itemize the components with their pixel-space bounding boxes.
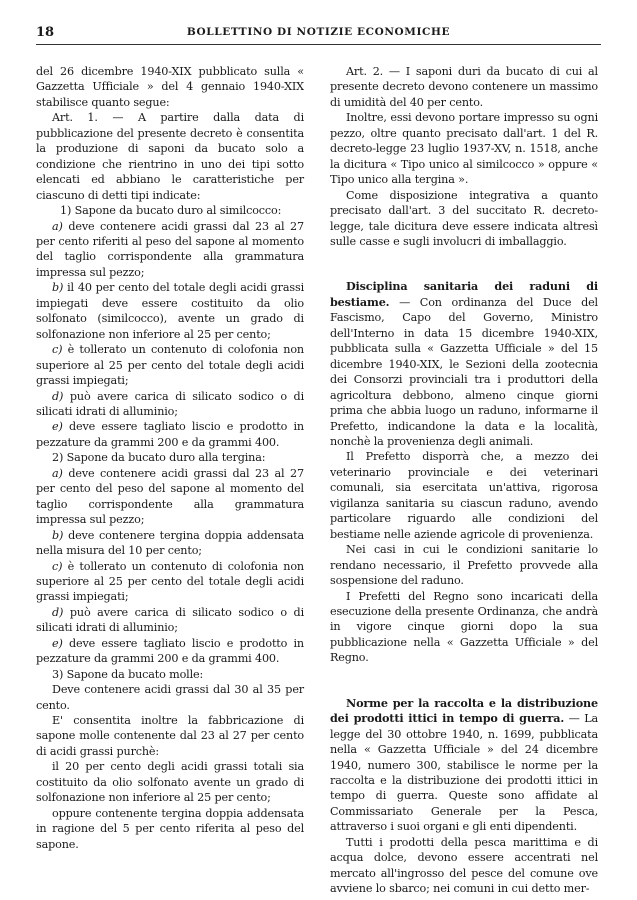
soap-type-1-item-d [36,389,304,420]
running-head [36,22,601,42]
item-letter: a) [52,466,63,480]
item-letter: d) [52,389,64,403]
item-text: è tollerato un contenuto di colofonia non superiore al 25 per cento del totale degli acidi grassi impiegati; [36,559,304,604]
packaging-paragraph: Come disposizione integrativa a quanto precisato dall'art. 3 del succitato R. decreto-legge, tale dicitura deve essere indicata altresì sulle casse e sugli involucri di imballaggio. [330,188,598,248]
item-text: deve contenere acidi grassi dal 23 al 27 per cento riferiti al peso del sapone al momento del taglio corrispondente alla grammatura impressa sul pezzo; [36,219,304,279]
item-text: può avere carica di silicato sodico o di silicati idrati di alluminio; [36,605,304,635]
article-2-paragraph: Art. 2. — I saponi duri da bucato di cui al presente decreto devono contenere un massimo di umidità del 40 per cento. [330,65,598,109]
journal-title: BOLLETTINO DI NOTIZIE ECONOMICHE [186,26,451,38]
cattle-lead-paragraph [330,279,598,449]
cattle-paragraph: Il Prefetto disporrà che, a mezzo dei veterinario provinciale e dei veterinari comunali, sia esercitata un'attiva, rigorosa vigilanza sanitaria su ciascun raduno, avendo particolare riguardo alle condizioni del bestiame nelle aziende agricole di provenienza. [330,450,598,541]
soap-type-1-item-e [36,419,304,450]
item-letter: c) [52,559,63,573]
soap-type-1-heading: 1) Sapone da bucato duro al similcocco: [60,204,282,218]
item-text: deve essere tagliato liscio e prodotto in pezzature da grammi 200 e da grammi 400. [36,636,304,666]
cattle-lead-text: — Con ordinanza del Duce del Fascismo, Capo del Governo, Ministro dell'Interno in data 15 dicembre 1940-XIX, pubblicata sulla « Gazzetta Ufficiale » del 15 dicembre 1940-XIX, le Sezioni della zootecnia dei Consorzi provinciali tra i produttori della agricoltura debbono, almeno cinque giorni prima che abbia luogo un raduno, informarne il Prefetto, indicandone la data e la località, nonchè la provenienza degli animali. [330,295,598,448]
item-text: può avere carica di silicato sodico o di silicati idrati di alluminio; [36,389,304,418]
fish-section-heading: Norme per la raccolta e la distribuzione dei prodotti ittici in tempo di guerra. [330,695,598,726]
stamping-paragraph: Inoltre, essi devono portare impresso su ogni pezzo, oltre quanto precisato dall'art. 1 del R. decreto-legge 23 luglio 1937-XV, n. 1518, anche la dicitura « Tipo unico al similcocco » oppure « Tipo unico alla tergina ». [330,111,598,187]
soap-type-2-item-d [36,605,304,636]
item-text: il 40 per cento del totale degli acidi grassi impiegati deve essere costituito da olio solfonato (similcocco), avente un grado di solfonazione non inferiore al 25 per cento; [36,281,304,341]
soft-soap-condition-1: il 20 per cento degli acidi grassi totali sia costituito da olio solfonato avente un grado di solfonazione non inferiore al 25 per cento; [36,760,304,805]
item-letter: d) [52,605,64,619]
item-letter: b) [52,528,64,542]
fish-lead-text: — La legge del 30 ottobre 1940, n. 1699, pubblicata nella « Gazzetta Ufficiale » del 24 dicembre 1940, numero 300, stabilisce le norme per la raccolta e la distribuzione dei prodotti ittici in tempo di guerra. Queste sono affidate al Commissariato Generale per la Pesca, attraverso i suoi organi e gli enti dipendenti. [330,712,598,834]
soap-type-2-item-c [36,559,304,605]
page-number: 18 [36,24,55,40]
cattle-paragraph: Nei casi in cui le condizioni sanitarie lo rendano necessario, il Prefetto provvede alla sospensione del raduno. [330,543,598,588]
article-1-paragraph: Art. 1. — A partire dalla data di pubblicazione del presente decreto è consentita la produzione di saponi da bucato solo a condizione che rientrino in uno dei tipi sotto elencati ed abbiano le caratteristiche per ciascuno di detti tipi indicate: [36,111,304,202]
soft-soap-alternative: E' consentita inoltre la fabbricazione di sapone molle contenente dal 23 al 27 per cento di acidi grassi purchè: [36,714,304,758]
soap-type-3-heading: 3) Sapone da bucato molle: [52,667,204,681]
soap-type-2-heading: 2) Sapone da bucato duro alla tergina: [52,451,266,465]
soft-soap-acids: Deve contenere acidi grassi dal 30 al 35 per cento. [36,683,304,712]
item-text: deve essere tagliato liscio e prodotto in pezzature da grammi 200 e da grammi 400. [36,420,304,449]
soap-type-2-item-b [36,528,304,559]
intro-paragraph: del 26 dicembre 1940-XIX pubblicato sulla « Gazzetta Ufficiale » del 4 gennaio 1940-XIX stabilisce quanto segue: [36,65,304,109]
soap-type-1-item-c [36,342,304,388]
cattle-section-heading: Disciplina sanitaria dei raduni di bestiame. [330,279,598,309]
soap-type-1-item-a [36,219,304,281]
item-text: è tollerato un contenuto di colofonia non superiore al 25 per cento del totale degli acidi grassi impiegati; [36,343,304,388]
item-letter: e) [52,420,63,434]
fish-lead-paragraph [330,696,598,835]
item-letter: a) [52,219,63,233]
soap-type-1-item-b [36,280,304,342]
soap-type-2-item-a [36,466,304,528]
soap-type-2-item-e [36,636,304,667]
cattle-paragraph: I Prefetti del Regno sono incaricati della esecuzione della presente Ordinanza, che andrà in vigore cinque giorni dopo la sua pubblicazione nella « Gazzetta Ufficiale » del Regno. [330,589,598,665]
item-letter: e) [52,636,63,650]
section-gap [330,249,598,279]
header-rule [36,44,601,45]
item-text: deve contenere tergina doppia addensata nella misura del 10 per cento; [36,528,304,558]
fish-paragraph: Tutti i prodotti della pesca marittima e di acqua dolce, devono essere accentrati nel mercato all'ingrosso del pesce del comune ove avviene lo sbarco; nei comuni in cui detto mer- [330,835,598,896]
item-text: deve contenere acidi grassi dal 23 al 27 per cento del peso del sapone al momento del taglio corrispondente alla grammatura impressa sul pezzo; [36,466,304,527]
soft-soap-condition-2: oppure contenente tergina doppia addensata in ragione del 5 per cento riferita al peso del sapone. [36,806,304,851]
item-letter: b) [52,281,64,295]
left-column [36,64,304,852]
section-gap [330,666,598,696]
item-letter: c) [52,343,63,357]
right-column [330,64,598,897]
